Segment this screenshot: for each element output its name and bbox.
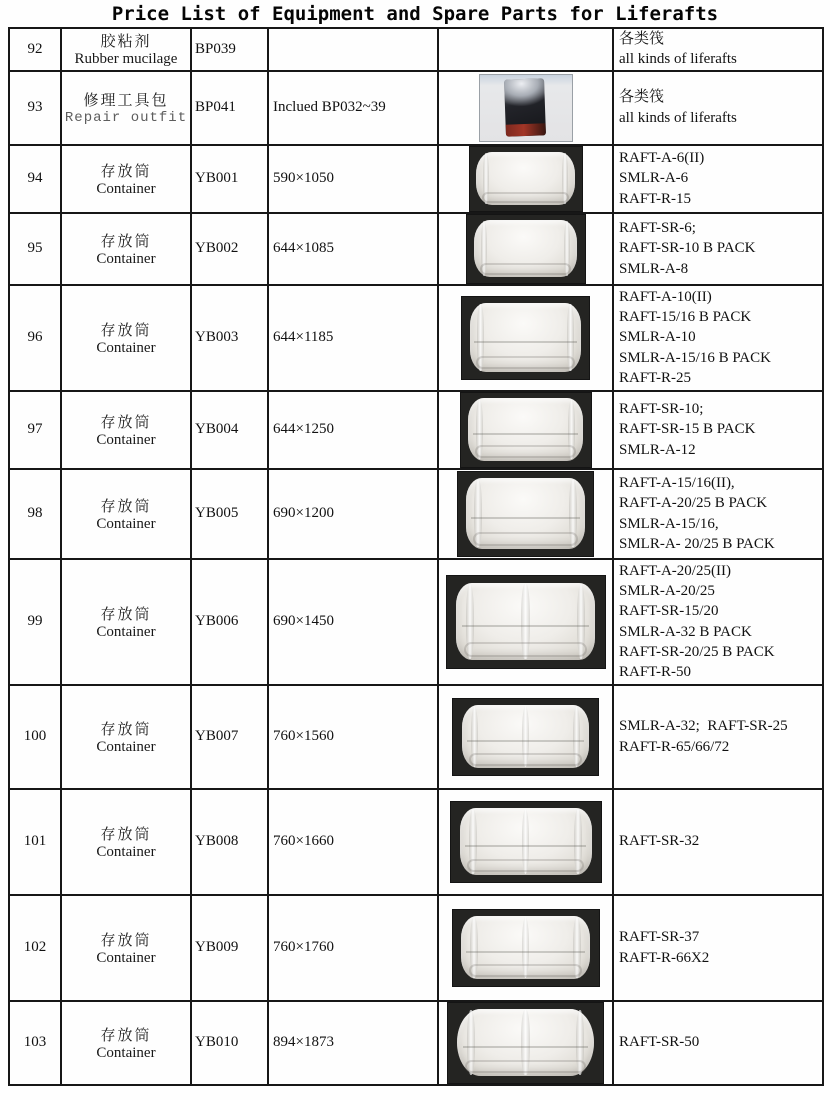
applicable-models bbox=[613, 391, 823, 469]
photo-cell bbox=[438, 559, 613, 685]
table-row bbox=[9, 895, 823, 1001]
container-photo bbox=[461, 393, 591, 467]
model-line: RAFT-SR-15 B PACK bbox=[619, 421, 756, 438]
row-number: 101 bbox=[9, 789, 61, 895]
photo-cell-empty bbox=[438, 28, 613, 71]
repair-kit-photo bbox=[480, 75, 572, 141]
product-name-cn: 存放筒 bbox=[100, 1027, 152, 1044]
product-name-en: Container bbox=[96, 515, 156, 532]
model-line: SMLR-A-32; RAFT-SR-25 bbox=[619, 718, 788, 735]
model-line: RAFT-R-65/66/72 bbox=[619, 738, 730, 755]
model-line: 各类筏 bbox=[619, 31, 665, 47]
container-photo bbox=[462, 297, 589, 379]
part-code: YB009 bbox=[191, 895, 268, 1001]
product-name-cell bbox=[61, 71, 191, 145]
model-line: RAFT-15/16 B PACK bbox=[619, 309, 752, 326]
product-name-cell bbox=[61, 285, 191, 391]
container-photo bbox=[448, 1003, 603, 1083]
container-photo bbox=[453, 910, 599, 986]
part-code: YB005 bbox=[191, 469, 268, 559]
table-row bbox=[9, 469, 823, 559]
model-line: 各类筏 bbox=[619, 89, 665, 106]
applicable-models bbox=[613, 559, 823, 685]
applicable-models bbox=[613, 1001, 823, 1085]
model-line: RAFT-SR-10 B PACK bbox=[619, 240, 756, 257]
part-code: BP039 bbox=[191, 28, 268, 71]
part-code: YB008 bbox=[191, 789, 268, 895]
dimensions: 894×1873 bbox=[268, 1001, 438, 1085]
product-name-cn: 存放筒 bbox=[100, 721, 152, 738]
model-line: SMLR-A-20/25 bbox=[619, 583, 715, 599]
part-code: YB006 bbox=[191, 559, 268, 685]
table-row bbox=[9, 213, 823, 285]
page-title: Price List of Equipment and Spare Parts for Liferafts bbox=[111, 3, 719, 25]
photo-cell bbox=[438, 789, 613, 895]
product-name-cn: 胶粘剂 bbox=[100, 34, 152, 51]
row-number: 97 bbox=[9, 391, 61, 469]
dimensions: 690×1450 bbox=[268, 559, 438, 685]
table-row bbox=[9, 285, 823, 391]
photo-cell bbox=[438, 285, 613, 391]
product-name-en: Rubber mucilage bbox=[74, 51, 178, 68]
product-name-en: Container bbox=[96, 623, 156, 640]
photo-cell bbox=[438, 71, 613, 145]
product-name-cell bbox=[61, 213, 191, 285]
photo-cell bbox=[438, 895, 613, 1001]
product-name-en: Container bbox=[96, 738, 156, 755]
part-code: BP041 bbox=[191, 71, 268, 145]
model-line: RAFT-SR-10; bbox=[619, 401, 704, 418]
row-number: 93 bbox=[9, 71, 61, 145]
dimensions: 644×1250 bbox=[268, 391, 438, 469]
product-name-cell bbox=[61, 559, 191, 685]
table-row bbox=[9, 789, 823, 895]
table-row bbox=[9, 71, 823, 145]
product-name-cell bbox=[61, 145, 191, 213]
product-name-en: Repair outfit bbox=[64, 110, 188, 126]
product-name-cn: 修理工具包 bbox=[83, 93, 169, 109]
applicable-models bbox=[613, 895, 823, 1001]
container-photo bbox=[467, 215, 585, 283]
product-name-en: Container bbox=[96, 339, 156, 356]
model-line: all kinds of liferafts bbox=[619, 51, 737, 68]
dimensions: 760×1660 bbox=[268, 789, 438, 895]
part-code: YB010 bbox=[191, 1001, 268, 1085]
model-line: RAFT-R-66X2 bbox=[619, 949, 710, 966]
product-name-cell bbox=[61, 685, 191, 789]
product-name-en: Container bbox=[96, 250, 156, 267]
model-line: RAFT-A-15/16(II), bbox=[619, 475, 735, 491]
applicable-models bbox=[613, 285, 823, 391]
product-name-cell bbox=[61, 28, 191, 71]
model-line: RAFT-SR-37 bbox=[619, 929, 700, 946]
row-number: 96 bbox=[9, 285, 61, 391]
model-line: RAFT-R-25 bbox=[619, 369, 691, 386]
dimensions bbox=[268, 28, 438, 71]
product-name-cell bbox=[61, 391, 191, 469]
dimensions: Inclued BP032~39 bbox=[268, 71, 438, 145]
price-table bbox=[8, 27, 824, 1086]
photo-cell bbox=[438, 469, 613, 559]
product-name-cn: 存放筒 bbox=[100, 233, 152, 250]
table-row bbox=[9, 559, 823, 685]
product-name-cn: 存放筒 bbox=[100, 826, 152, 843]
dimensions: 690×1200 bbox=[268, 469, 438, 559]
model-line: SMLR-A-12 bbox=[619, 441, 696, 458]
model-line: SMLR-A-15/16 B PACK bbox=[619, 349, 771, 366]
part-code: YB003 bbox=[191, 285, 268, 391]
product-name-cn: 存放筒 bbox=[100, 932, 152, 949]
product-name-cn: 存放筒 bbox=[100, 498, 152, 515]
model-line: RAFT-SR-32 bbox=[619, 833, 700, 850]
part-code: YB007 bbox=[191, 685, 268, 789]
product-name-cell bbox=[61, 1001, 191, 1085]
photo-cell bbox=[438, 685, 613, 789]
applicable-models bbox=[613, 685, 823, 789]
dimensions: 760×1560 bbox=[268, 685, 438, 789]
row-number: 94 bbox=[9, 145, 61, 213]
applicable-models bbox=[613, 789, 823, 895]
part-code: YB002 bbox=[191, 213, 268, 285]
table-row bbox=[9, 145, 823, 213]
applicable-models bbox=[613, 145, 823, 213]
applicable-models bbox=[613, 28, 823, 71]
container-photo bbox=[451, 802, 601, 882]
container-photo bbox=[453, 699, 598, 775]
model-line: RAFT-R-15 bbox=[619, 190, 691, 207]
row-number: 100 bbox=[9, 685, 61, 789]
product-name-en: Container bbox=[96, 1044, 156, 1061]
photo-cell bbox=[438, 145, 613, 213]
row-number: 99 bbox=[9, 559, 61, 685]
model-line: SMLR-A-32 B PACK bbox=[619, 623, 752, 640]
container-photo bbox=[458, 472, 593, 556]
product-name-cell bbox=[61, 895, 191, 1001]
model-line: RAFT-SR-50 bbox=[619, 1034, 700, 1051]
photo-cell bbox=[438, 391, 613, 469]
dimensions: 644×1085 bbox=[268, 213, 438, 285]
product-name-en: Container bbox=[96, 843, 156, 860]
part-code: YB004 bbox=[191, 391, 268, 469]
model-line: RAFT-R-50 bbox=[619, 664, 691, 680]
applicable-models bbox=[613, 71, 823, 145]
container-photo bbox=[470, 147, 582, 211]
model-line: SMLR-A-10 bbox=[619, 329, 696, 346]
applicable-models bbox=[613, 213, 823, 285]
model-line: all kinds of liferafts bbox=[619, 109, 737, 126]
product-name-en: Container bbox=[96, 180, 156, 197]
part-code: YB001 bbox=[191, 145, 268, 213]
row-number: 102 bbox=[9, 895, 61, 1001]
table-row bbox=[9, 1001, 823, 1085]
product-name-cn: 存放筒 bbox=[100, 163, 152, 180]
row-number: 98 bbox=[9, 469, 61, 559]
product-name-cell bbox=[61, 469, 191, 559]
model-line: SMLR-A-8 bbox=[619, 260, 689, 277]
dimensions: 760×1760 bbox=[268, 895, 438, 1001]
product-name-cn: 存放筒 bbox=[100, 322, 152, 339]
product-name-cn: 存放筒 bbox=[100, 606, 152, 623]
container-photo bbox=[447, 576, 605, 668]
table-row bbox=[9, 28, 823, 71]
photo-cell bbox=[438, 213, 613, 285]
model-line: RAFT-A-10(II) bbox=[619, 288, 712, 305]
model-line: RAFT-A-20/25 B PACK bbox=[619, 495, 768, 512]
model-line: RAFT-A-6(II) bbox=[619, 150, 705, 167]
product-name-en: Container bbox=[96, 431, 156, 448]
product-name-cn: 存放筒 bbox=[100, 414, 152, 431]
row-number: 95 bbox=[9, 213, 61, 285]
table-row bbox=[9, 391, 823, 469]
dimensions: 590×1050 bbox=[268, 145, 438, 213]
row-number: 92 bbox=[9, 28, 61, 71]
product-name-en: Container bbox=[96, 949, 156, 966]
photo-cell bbox=[438, 1001, 613, 1085]
applicable-models bbox=[613, 469, 823, 559]
model-line: RAFT-SR-20/25 B PACK bbox=[619, 643, 775, 660]
product-name-cell bbox=[61, 789, 191, 895]
dimensions: 644×1185 bbox=[268, 285, 438, 391]
model-line: RAFT-SR-6; bbox=[619, 220, 696, 237]
model-line: RAFT-A-20/25(II) bbox=[619, 562, 731, 579]
row-number: 103 bbox=[9, 1001, 61, 1085]
model-line: RAFT-SR-15/20 bbox=[619, 603, 719, 620]
repair-kit-bag bbox=[504, 78, 546, 136]
model-line: SMLR-A- 20/25 B PACK bbox=[619, 535, 775, 552]
model-line: SMLR-A-6 bbox=[619, 170, 689, 187]
model-line: SMLR-A-15/16, bbox=[619, 515, 719, 532]
table-row bbox=[9, 685, 823, 789]
